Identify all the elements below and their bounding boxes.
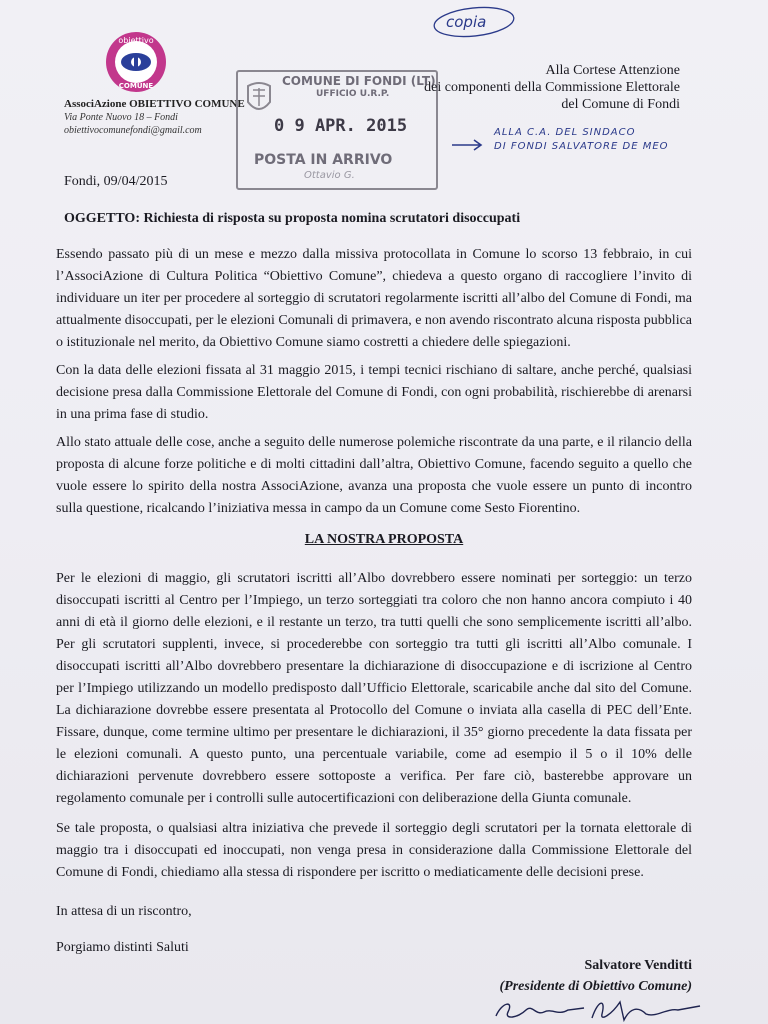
sender-name: AssociAzione OBIETTIVO COMUNE — [64, 98, 245, 110]
paragraph-3: Allo stato attuale delle cose, anche a seguito delle numerose polemiche riscontrate da una parte, e il rilancio della proposta di alcune forze politiche e di molti cittadini dall’altra, Obiettivo Comune, facendo seguito a quello che vuole essere lo spirito della nostra AssociAzione, avanza una proposta che vuole essere un punto di incontro sulla questione, ricalcando l’iniziativa messa in campo da un Comune come Sesto Fiorentino. — [56, 435, 692, 516]
stamp-date: 0 9 APR. 2015 — [274, 116, 408, 136]
paragraph-1: Essendo passato più di un mese e mezzo dalla missiva protocollata in Comune lo scorso 13 febbraio, in cui l’AssociAzione di Cultura Politica “Obiettivo Comune”, chiedeva a questo organo di raccogliere l’invito di individuare un iter per procedere al sorteggio di scrutatori regolarmente iscritti all’albo del Comune di Fondi, ma attualmente disoccupati, per le elezioni Comunali di primavera, e non avendo riscontrato alcuna risposta pubblica o istituzionale nel merito, da Obiettivo Comune siamo costretti a chiedere delle spiegazioni. — [56, 247, 693, 350]
protocol-stamp — [236, 70, 438, 190]
handwritten-note-line1: ALLA C.A. DEL SINDACO — [494, 127, 636, 138]
stamp-line1: COMUNE DI FONDI (LT) — [282, 74, 436, 88]
signatory-role: (Presidente di Obiettivo Comune) — [499, 979, 692, 994]
closing-line2: Porgiamo distinti Saluti — [56, 940, 189, 955]
handwritten-note — [494, 126, 669, 154]
section-title: LA NOSTRA PROPOSTA — [304, 532, 464, 547]
signatory-name: Salvatore Venditti — [584, 958, 692, 973]
stamp-line5: Ottavio G. — [304, 170, 355, 181]
recipient-line2: dei componenti della Commissione Elettorale — [424, 80, 680, 95]
obiettivo-comune-logo — [104, 30, 168, 94]
recipient-line3: del Comune di Fondi — [561, 97, 680, 112]
letter-date: Fondi, 09/04/2015 — [64, 174, 168, 189]
stamp-line4: POSTA IN ARRIVO — [254, 152, 393, 168]
arrow-right-icon — [450, 138, 486, 152]
stamp-line2: UFFICIO U.R.P. — [316, 89, 390, 99]
logo-ring-text: obiettivo — [118, 36, 154, 45]
paragraph-2: Con la data delle elezioni fissata al 31 maggio 2015, i tempi tecnici rischiano di saltare, anche perché, qualsiasi decisione presa dalla Commissione Elettorale del Comune di Fondi, con ogni probabilità, rischierebbe di arenarsi in una prima fase di studio. — [56, 363, 692, 422]
recipient-line1: Alla Cortese Attenzione — [545, 63, 680, 78]
logo-ring-text-bottom: COMUNE — [118, 82, 154, 90]
copia-text: copia — [446, 13, 487, 31]
closing-line1: In attesa di un riscontro, — [56, 904, 192, 919]
crest-icon — [244, 78, 274, 118]
sender-address: Via Ponte Nuovo 18 – Fondi — [64, 112, 178, 123]
recipient-block — [424, 62, 680, 113]
letter-subject: OGGETTO: Richiesta di risposta su proposta nomina scrutatori disoccupati — [64, 211, 521, 226]
sender-email: obiettivocomunefondi@gmail.com — [64, 125, 202, 136]
paragraph-4: Per le elezioni di maggio, gli scrutatori iscritti all’Albo dovrebbero essere nominati per sorteggio: un terzo disoccupati iscritti al Centro per l’Impiego, un terzo sorteggiati tra coloro che non hanno ancora compiuto i 40 anni di età il giorno delle elezioni, e il restante un terzo, tra tutti quelli che sono semplicemente iscritti all’albo. Per gli scrutatori supplenti, invece, si procederebbe con sorteggio tra tutti gli iscritti all’Albo comunale. I disoccupati iscritti all’Albo dovrebbero presentare la dichiarazione di disoccupazione e di iscrizione al Centro per l’Impiego utilizzando un modello predisposto dall’Ufficio Elettorale, scaricabile anche dal sito del Comune. La dichiarazione dovrebbe essere presentata al Protocollo del Comune o inviata alla casella di PEC dell’Ente. Fissare, dunque, come termine ultimo per presentare le dichiarazioni, il 35° giorno precedente la data fissata per le elezioni comunali. A questo punto, una percentuale variabile, come ad esempio il 5 o il 10% delle dichiarazioni pervenute dovrebbero essere sottoposte a verifica. Per fare ciò, basterebbe approvare un regolamento comunale per i controlli sulle autocertificazioni con deliberazione della Giunta comunale. — [56, 571, 692, 806]
handwritten-note-line2: DI FONDI SALVATORE DE MEO — [494, 141, 669, 152]
paragraph-5: Se tale proposta, o qualsiasi altra iniziativa che prevede il sorteggio degli scrutatori per la tornata elettorale di maggio tra i disoccupati ed inoccupati, non venga presa in considerazione dalla Commissione Elettorale del Comune di Fondi, chiediamo alla stessa di rispondere per iscritto o mediaticamente delle decisioni prese. — [56, 821, 692, 880]
handwritten-signature — [488, 994, 708, 1024]
handwritten-copia — [432, 2, 516, 40]
